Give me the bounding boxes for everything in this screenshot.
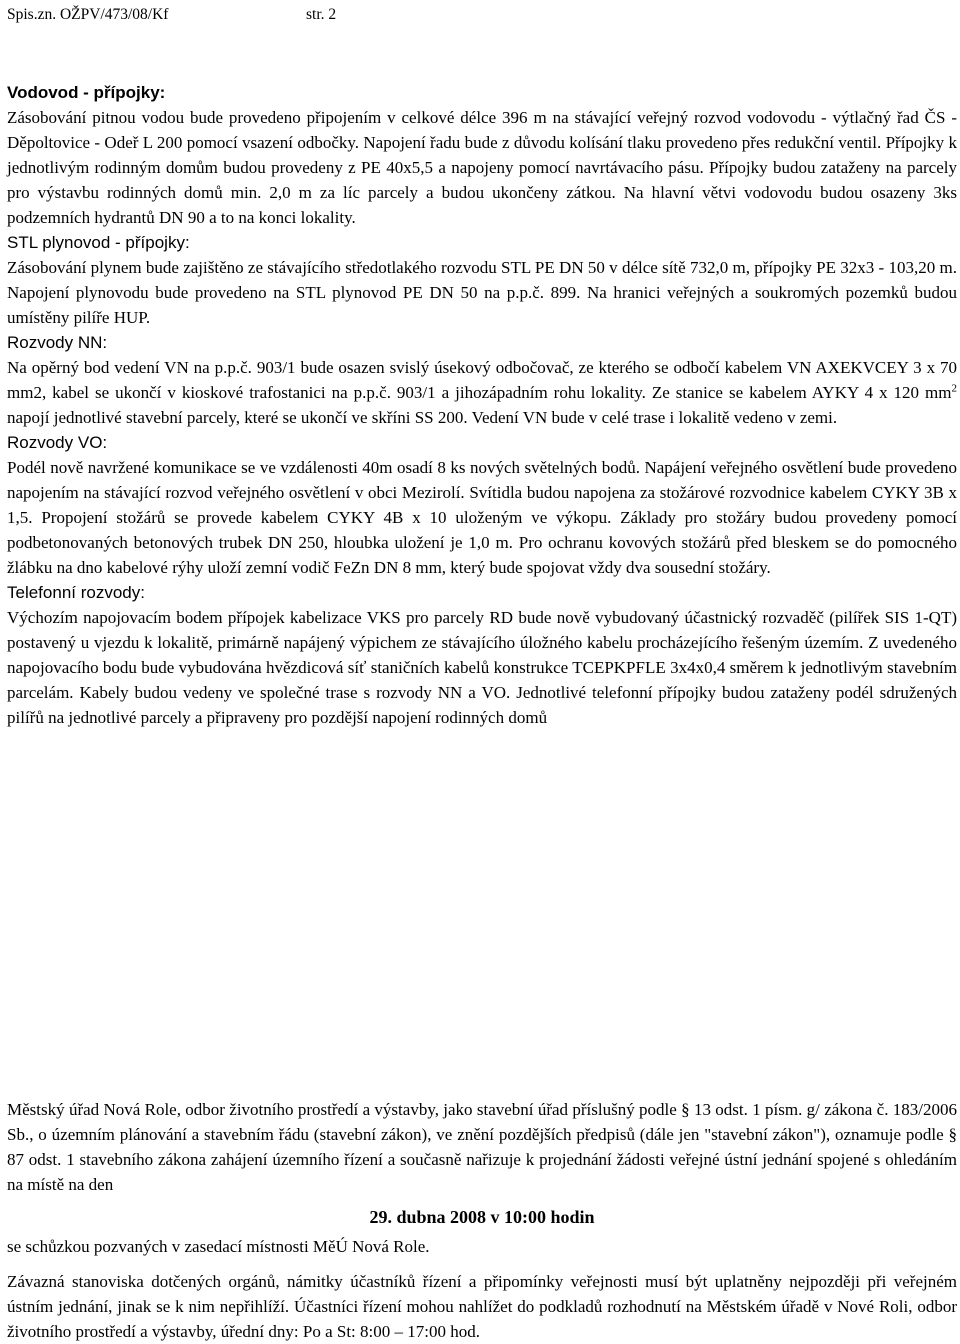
notice-closing: Závazná stanoviska dotčených orgánů, námitky účastníků řízení a připomínky veřejnosti musí být uplatněny nejpozději při veřejném ústním jednání, jinak se k nim nepřihlíží. Účastníci řízení mohou nahlížet do podkladů rozhodnutí na Městském úřadě v Nové Roli, odbor životního prostředí a výstavby, úřední dny: Po a St: 8:00 – 17:00 hod. — [7, 1272, 957, 1341]
section-gas — [7, 230, 957, 330]
section-water — [7, 80, 957, 230]
section-title-nn: Rozvody NN: — [7, 333, 108, 352]
superscript: 2 — [951, 382, 957, 395]
section-telephone — [7, 580, 957, 730]
section-text-vo: Podél nově navržené komunikace se ve vzdálenosti 40m osadí 8 ks nových světelných bodů. Napájení veřejného osvětlení bude provedeno napojením na stávající rozvod veřejného osvětlení v obci Mezirolí. Svítidla budou napojena za stožárové rozvodnice kabelem CYKY 3B x 1,5. Propojení stožárů se provede kabelem CYKY 4B x 10 uloženým ve výkopu. Základy pro stožáry budou provedeny pomocí podbetonovaných betonových trubek DN 250, hloubka uložení je 1,0 m. Pro ochranu kovových stožárů před bleskem se do pomocného žlábku na dno kabelové rýhy uloží zemní vodič FeZn DN 8 mm, který bude spojovat vždy dva sousední stožáry. — [7, 458, 957, 577]
section-nn — [7, 330, 957, 430]
hearing-date: 29. dubna 2008 v 10:00 hodin — [369, 1207, 595, 1227]
section-title-gas: STL plynovod - přípojky: — [7, 233, 190, 252]
technical-sections — [7, 80, 957, 730]
section-text-water: Zásobování pitnou vodou bude provedeno připojením v celkové délce 396 m na stávající veřejný rozvod vodovodu - výtlačný řad ČS - Děpoltovice - Odeř L 200 pomocí vsazení odbočky. Napojení řadu bude z důvodu kolísání tlaku provedeno přes redukční ventil. Přípojky k jednotlivým rodinným domům budou provedeny z PE 40x5,5 a napojeny pomocí navrtávacího pásu. Přípojky budou zataženy na parcely pro výstavbu rodinných domů min. 2,0 m za líc parcely a budou ukončeny zátkou. Na hlavní větvi vodovodu budou osazeny 3ks podzemních hydrantů DN 90 a to na konci lokality. — [7, 108, 957, 227]
section-text-gas: Zásobování plynem bude zajištěno ze stávajícího středotlakého rozvodu STL PE DN 50 v délce sítě 732,0 m, přípojky PE 32x3 - 103,20 m. Napojení plynovodu bude provedeno na STL plynovod PE DN 50 na p.p.č. 899. Na hranici veřejných a soukromých pozemků budou umístěny pilíře HUP. — [7, 258, 957, 327]
section-text-nn: Na opěrný bod vedení VN na p.p.č. 903/1 bude osazen svislý úsekový odbočovač, ze kterého se odbočí kabelem VN AXEKVCEY 3 x 70 mm2, kabel se ukončí v kioskové trafostanici na p.p.č. 903/1 a jihozápadním rohu lokality. Ze stanice se kabelem AYKY 4 x 120 $mm^2$ napojí jednotlivé stavební parcely, které se ukončí ve skříni SS 200. Vedení VN bude v celé trase i lokalitě vedeno v zemi. — [7, 358, 957, 427]
notice-intro: Městský úřad Nová Role, odbor životního prostředí a výstavby, jako stavební úřad příslušný podle § 13 odst. 1 písm. g/ zákona č. 183/2006 Sb., o územním plánování a stavebním řádu (stavební zákon), ve znění pozdějších předpisů (dále jen "stavební zákon"), oznamuje podle § 87 odst. 1 stavebního zákona zahájení územního řízení a současně nařizuje k projednání žádosti veřejné ústní jednání spojené s ohledáním na místě na den — [7, 1100, 957, 1194]
section-title-water: Vodovod - přípojky: — [7, 83, 166, 102]
section-text-telephone: Výchozím napojovacím bodem přípojek kabelizace VKS pro parcely RD bude nově vybudovaný účastnický rozvaděč (pilířek SIS 1-QT) postavený u vjezdu k lokalitě, primárně napájený výpichem ze stávajícího úložného kabelu procházejícího řešeným územím. Z uvedeného napojovacího bodu bude vybudována hvězdicová síť staničních kabelů konstrukce TCEPKPFLE 3x4x0,4 směrem k jednotlivým stavebním parcelám. Kabely budou vedeny ve společné trase s rozvody NN a VO. Jednotlivé telefonní přípojky budou zataženy podél sdružených pilířů na jednotlivé parcely a připraveny pro pozdější napojení rodinných domů — [7, 608, 957, 727]
notice-meeting: se schůzkou pozvaných v zasedací místnosti MěÚ Nová Role. — [7, 1237, 430, 1256]
hearing-notice — [7, 1097, 957, 1344]
section-title-telephone: Telefonní rozvody: — [7, 583, 145, 602]
section-vo — [7, 430, 957, 580]
section-title-vo: Rozvody VO: — [7, 433, 108, 452]
page-number: str. 2 — [306, 6, 337, 23]
file-reference: Spis.zn. OŽPV/473/08/Kf — [7, 6, 169, 23]
